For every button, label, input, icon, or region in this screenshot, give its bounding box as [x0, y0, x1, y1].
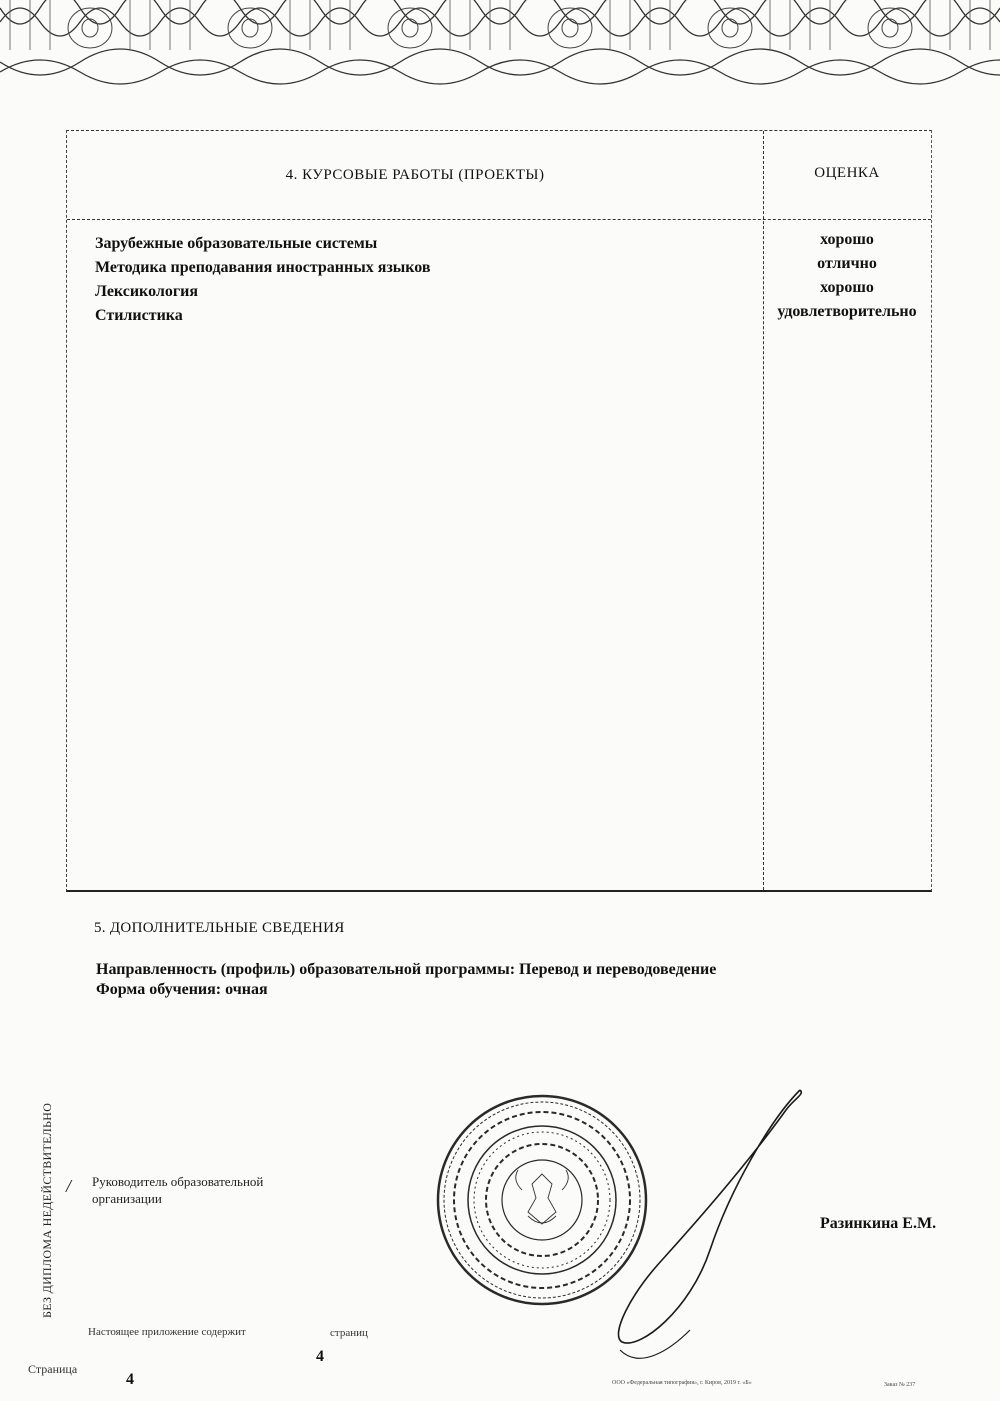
coursework-subject: Стилистика [95, 307, 183, 324]
page-label: Страница [28, 1362, 78, 1376]
order-number: Заказ № 237 [884, 1382, 916, 1388]
additional-info-heading: 5. ДОПОЛНИТЕЛЬНЫЕ СВЕДЕНИЯ [94, 920, 345, 936]
pages-count: 4 [316, 1348, 324, 1365]
coursework-grade: удовлетворительно [777, 303, 917, 320]
program-profile: Направленность (профиль) образовательной программы: Перевод и переводоведение [96, 961, 717, 978]
validity-side-note: БЕЗ ДИПЛОМА НЕДЕЙСТВИТЕЛЬНО [40, 1102, 54, 1318]
table-row [67, 231, 931, 255]
coursework-grade: хорошо [820, 279, 874, 296]
pages-note: Настоящее приложение содержит [88, 1326, 246, 1338]
header-divider [67, 219, 931, 220]
page-number: 4 [126, 1371, 134, 1388]
table-row [67, 255, 931, 279]
decorative-border-ornament [0, 0, 1000, 95]
coursework-rows [67, 231, 931, 327]
coursework-grade: хорошо [820, 231, 874, 248]
study-form: Форма обучения: очная [96, 981, 268, 998]
grade-heading: ОЦЕНКА [814, 165, 880, 181]
coursework-subject: Зарубежные образовательные системы [95, 235, 378, 252]
handwritten-signature [600, 1080, 820, 1380]
table-row [67, 279, 931, 303]
additional-info [96, 960, 716, 1000]
signer-name: Разинкина Е.М. [820, 1215, 937, 1232]
slash-mark: / [66, 1176, 72, 1196]
coursework-table [66, 130, 932, 892]
coursework-grade: отлично [817, 255, 877, 272]
pages-word: страниц [330, 1327, 368, 1339]
coursework-subject: Методика преподавания иностранных языков [95, 259, 431, 276]
position-label-line2: организации [92, 1191, 162, 1206]
position-label [92, 1173, 263, 1207]
printer-imprint: ООО «Федеральная типография», г. Киров, 2019 г. «Б» [612, 1380, 752, 1386]
position-label-line1: Руководитель образовательной [92, 1174, 264, 1189]
coursework-subject: Лексикология [95, 283, 198, 300]
table-row [67, 303, 931, 327]
coursework-heading: 4. КУРСОВЫЕ РАБОТЫ (ПРОЕКТЫ) [285, 167, 545, 183]
